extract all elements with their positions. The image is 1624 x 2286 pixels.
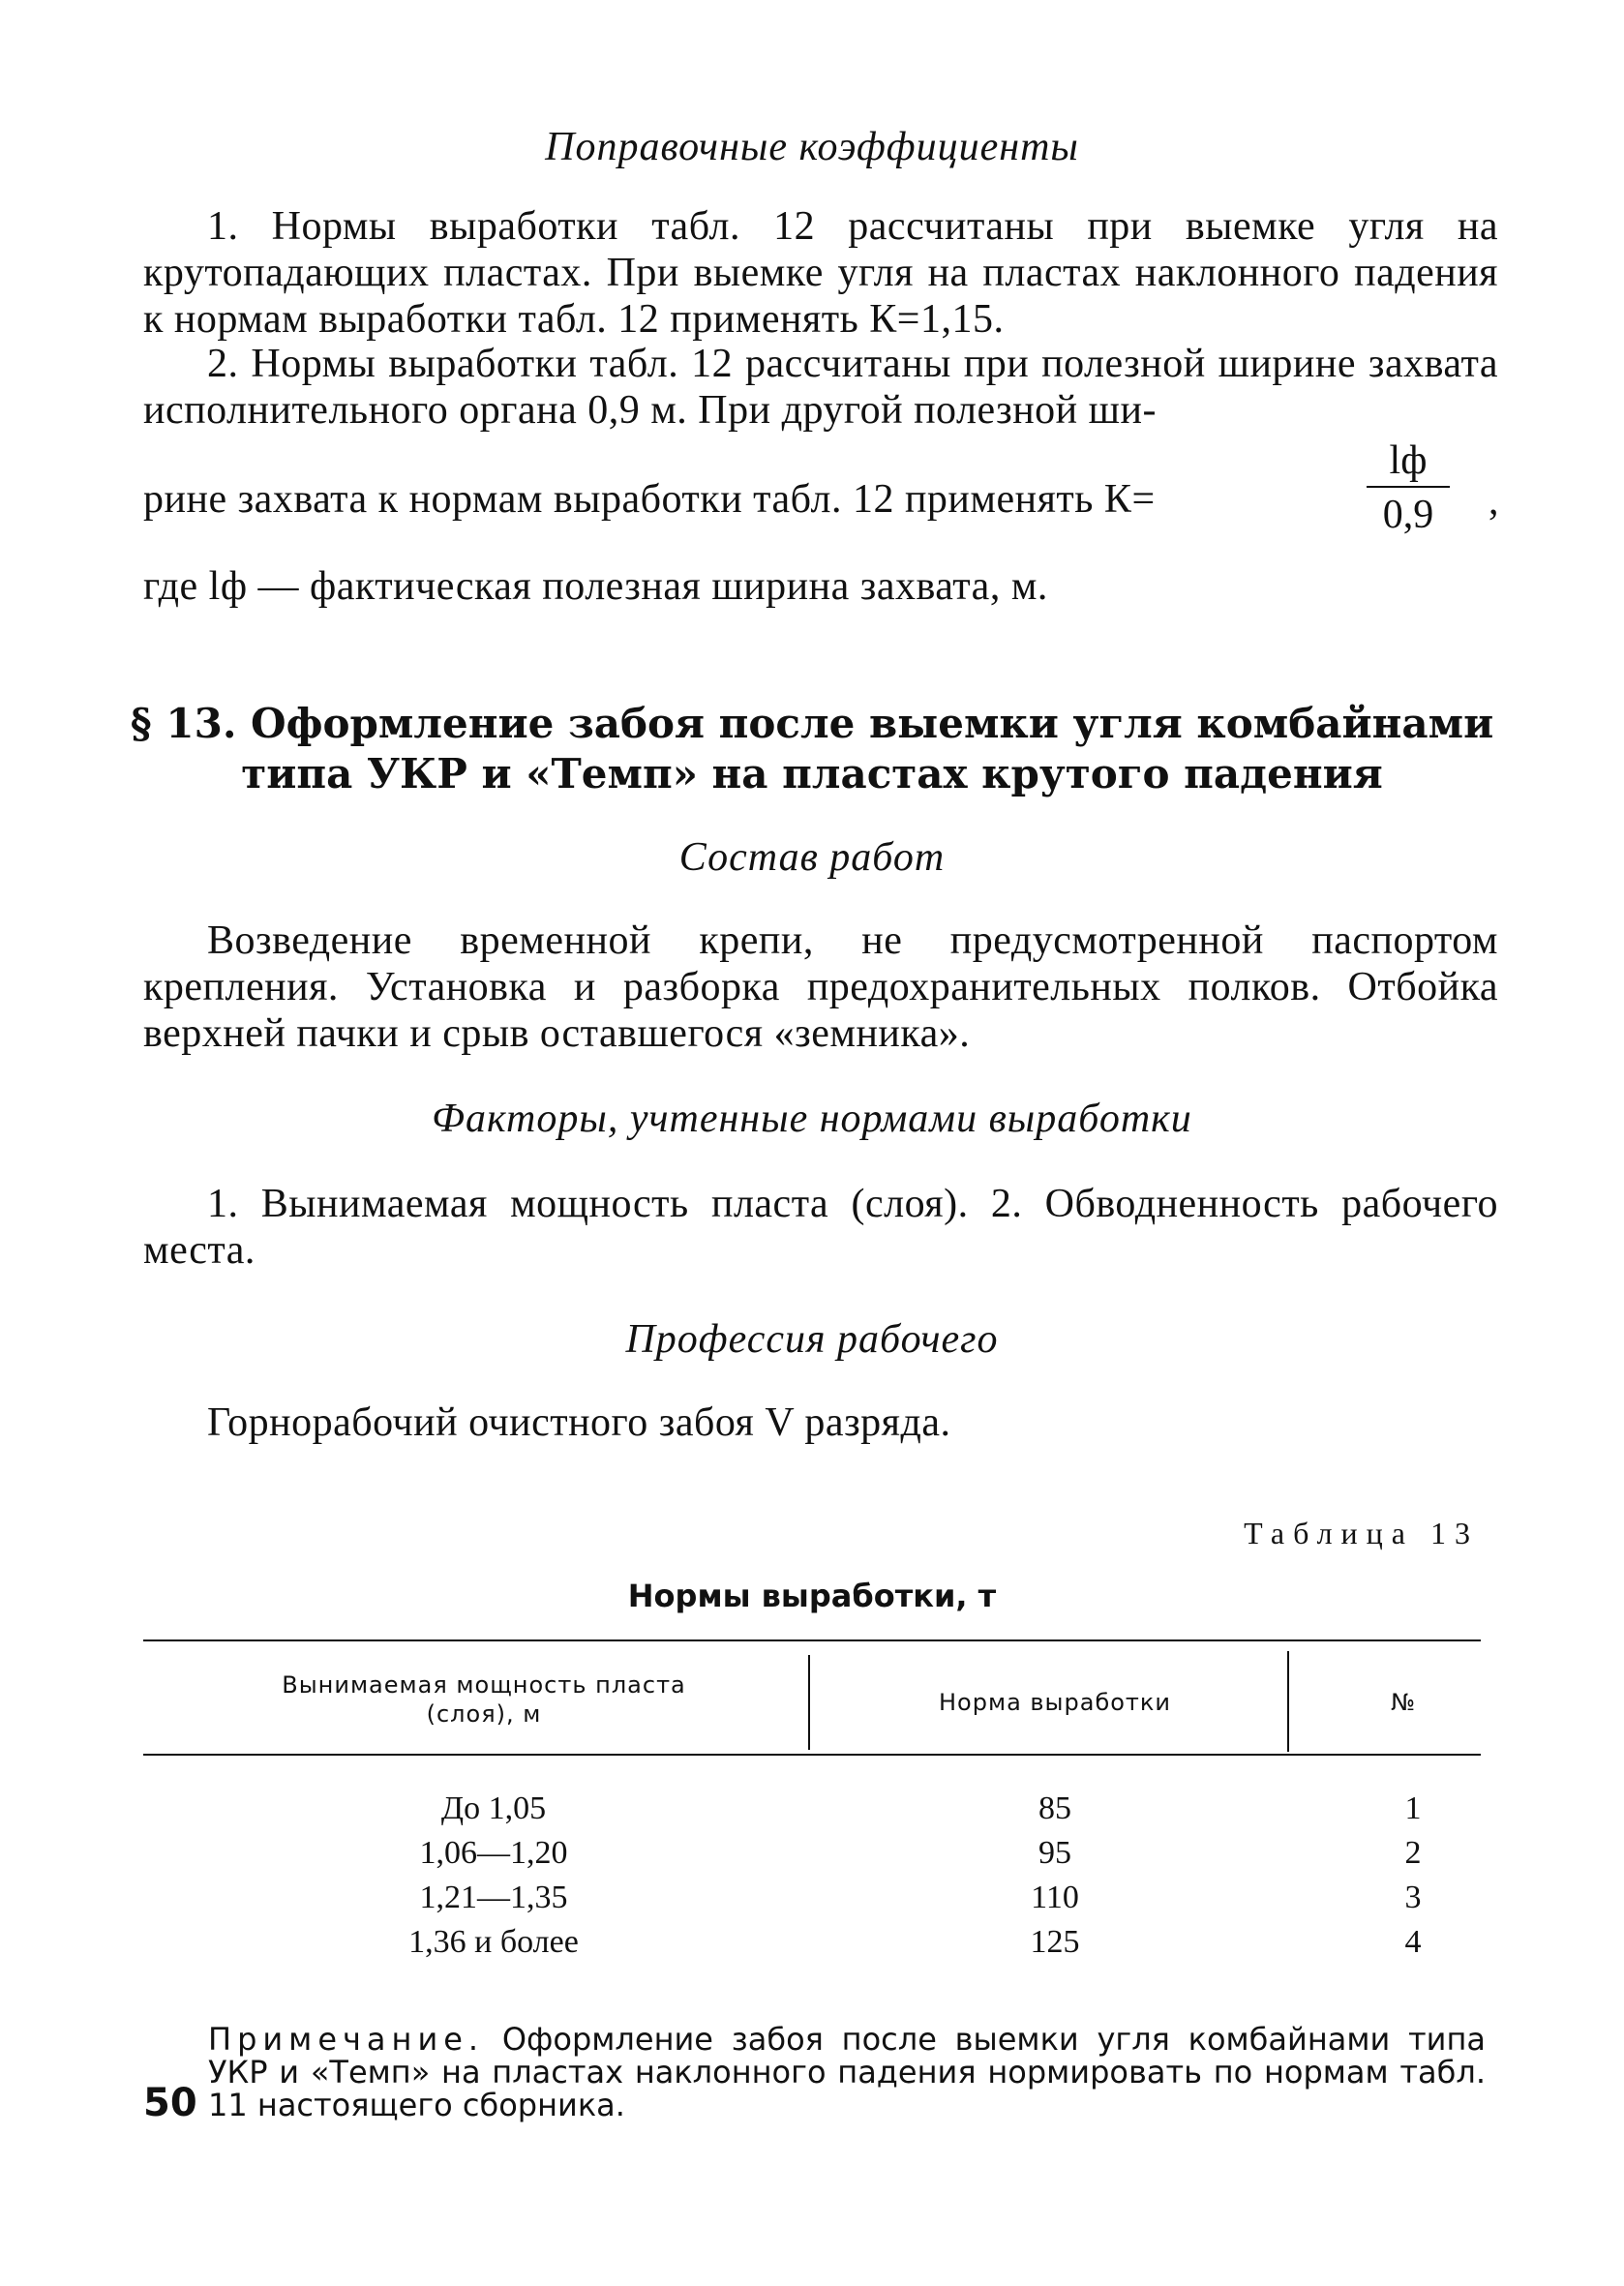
- table-cell-thickness: 1,06—1,20: [419, 1835, 568, 1871]
- profession-text: Горнорабочий очистного забоя V разряда.: [207, 1400, 951, 1445]
- composition-text: Возведение временной крепи, не предусмотренной паспортом крепления. Установка и разборка предохранительных полков. Отбойка верхней пачки и срыв оставшегося «земника».: [143, 918, 1498, 1056]
- corrections-paragraph-2-continuation: рине захвата к нормам выработки табл. 12 применять К=: [143, 477, 1156, 522]
- table-caption: Таблица 13: [1244, 1516, 1479, 1550]
- factors-heading: Факторы, учтенные нормами выработки: [432, 1097, 1192, 1141]
- corrections-heading: Поправочные коэффициенты: [545, 125, 1079, 169]
- corrections-paragraph-1: 1. Нормы выработки табл. 12 рассчитаны при выемке угля на крутопадающих пластах. При выемке угля на пластах наклонного падения к нормам выработки табл. 12 применять К=1,15.: [143, 204, 1498, 342]
- table-cell-norm: 110: [1031, 1880, 1079, 1915]
- table-note: [208, 2023, 1486, 2121]
- table-cell-norm: 125: [1030, 1924, 1080, 1960]
- table-cell-number: 2: [1404, 1835, 1422, 1871]
- where-symbol: lф: [208, 564, 248, 609]
- table-header-thickness: Вынимаемая мощность пласта (слоя), м: [282, 1671, 686, 1728]
- note-label: Примечание.: [208, 2021, 485, 2058]
- table-header-norm: Норма выработки: [939, 1689, 1171, 1716]
- table-header-number: №: [1391, 1689, 1416, 1716]
- section-title-line-1: § 13. Оформление забоя после выемки угля комбайнами: [130, 700, 1494, 747]
- table-cell-norm: 95: [1038, 1835, 1071, 1871]
- where-text: — фактическая полезная ширина захвата, м.: [257, 564, 1048, 609]
- table-cell-thickness: До 1,05: [440, 1790, 547, 1826]
- table-cell-number: 3: [1404, 1880, 1422, 1915]
- page-number: 50: [143, 2081, 197, 2125]
- fraction-numerator: [1374, 437, 1442, 484]
- section-title-line-2: типа УКР и «Темп» на пластах крутого падения: [241, 750, 1383, 797]
- table-header-divider-2: [1287, 1651, 1289, 1752]
- table-top-rule: [143, 1639, 1481, 1641]
- table-cell-thickness: 1,36 и более: [408, 1924, 579, 1960]
- table-cell-thickness: 1,21—1,35: [419, 1880, 568, 1915]
- table-title: Нормы выработки, т: [627, 1578, 997, 1614]
- fraction-bar: [1367, 486, 1450, 488]
- table-header-divider-1: [808, 1655, 810, 1750]
- table-cell-norm: 85: [1038, 1790, 1071, 1826]
- where-prefix: где: [143, 564, 198, 609]
- where-line: [143, 563, 1048, 610]
- fraction-denominator: 0,9: [1382, 493, 1434, 537]
- note-text: Оформление забоя после выемки угля комбайнами типа УКР и «Темп» на пластах наклонного падения нормировать по нормам табл. 11 настоящего сборника.: [208, 2021, 1487, 2123]
- fraction-comma: ,: [1489, 479, 1499, 524]
- factors-text: 1. Вынимаемая мощность пласта (слоя). 2. Обводненность рабочего места.: [143, 1182, 1498, 1273]
- table-header-rule: [143, 1754, 1481, 1756]
- fraction-numerator-text: lф: [1389, 438, 1428, 483]
- table-cell-number: 1: [1404, 1790, 1422, 1826]
- profession-heading: Профессия рабочего: [625, 1317, 999, 1362]
- corrections-paragraph-2: 2. Нормы выработки табл. 12 рассчитаны при полезной ширине захвата исполнительного органа 0,9 м. При другой полезной ши-: [143, 342, 1498, 433]
- composition-heading: Состав работ: [678, 835, 946, 880]
- table-cell-number: 4: [1404, 1924, 1422, 1960]
